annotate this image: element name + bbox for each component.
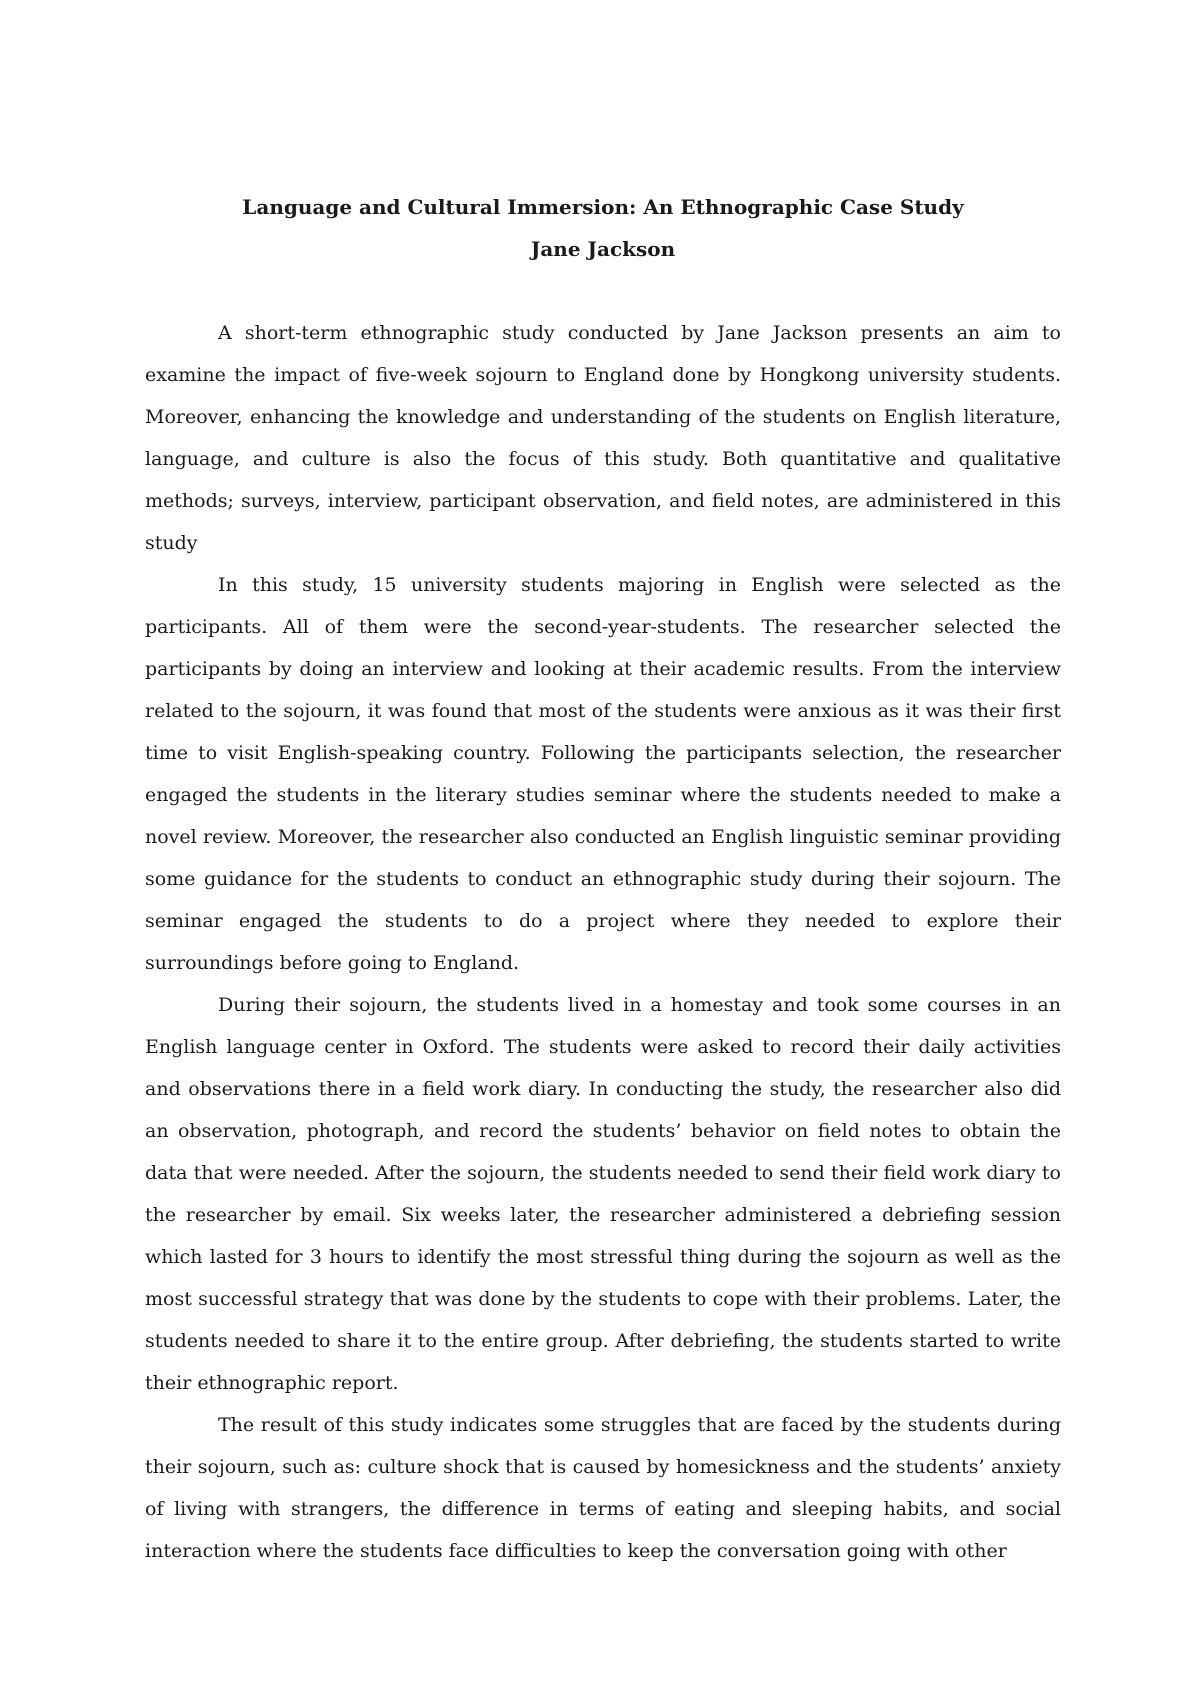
document-author: Jane Jackson — [530, 237, 676, 261]
document-body — [145, 186, 1061, 1572]
paragraph-4: The result of this study indicates some struggles that are faced by the students during their sojourn, such as: culture shock that is caused by homesickness and the students’ anxiety of living with strangers, the difference in terms of eating and sleeping habits, and social interaction where the students face difficulties to keep the conversation going with other — [145, 1414, 1061, 1562]
document-title: Language and Cultural Immersion: An Ethnographic Case Study — [242, 195, 964, 219]
paragraph-2: In this study, 15 university students majoring in English were selected as the participants. All of them were the second-year-students. The researcher selected the participants by doing an interview and looking at their academic results. From the interview related to the sojourn, it was found that most of the students were anxious as it was their first time to visit English-speaking country. Following the participants selection, the researcher engaged the students in the literary studies seminar where the students needed to make a novel review. Moreover, the researcher also conducted an English linguistic seminar providing some guidance for the students to conduct an ethnographic study during their sojourn. The seminar engaged the students to do a project where they needed to explore their surroundings before going to England. — [145, 574, 1061, 974]
paragraph-1: A short-term ethnographic study conducted by Jane Jackson presents an aim to examine the impact of five-week sojourn to England done by Hongkong university students. Moreover, enhancing the knowledge and understanding of the students on English literature, language, and culture is also the focus of this study. Both quantitative and qualitative methods; surveys, interview, participant observation, and field notes, are administered in this study — [145, 322, 1061, 554]
paragraph-3: During their sojourn, the students lived in a homestay and took some courses in an English language center in Oxford. The students were asked to record their daily activities and observations there in a field work diary. In conducting the study, the researcher also did an observation, photograph, and record the students’ behavior on field notes to obtain the data that were needed. After the sojourn, the students needed to send their field work diary to the researcher by email. Six weeks later, the researcher administered a debriefing session which lasted for 3 hours to identify the most stressful thing during the sojourn as well as the most successful strategy that was done by the students to cope with their problems. Later, the students needed to share it to the entire group. After debriefing, the students started to write their ethnographic report. — [145, 994, 1061, 1394]
